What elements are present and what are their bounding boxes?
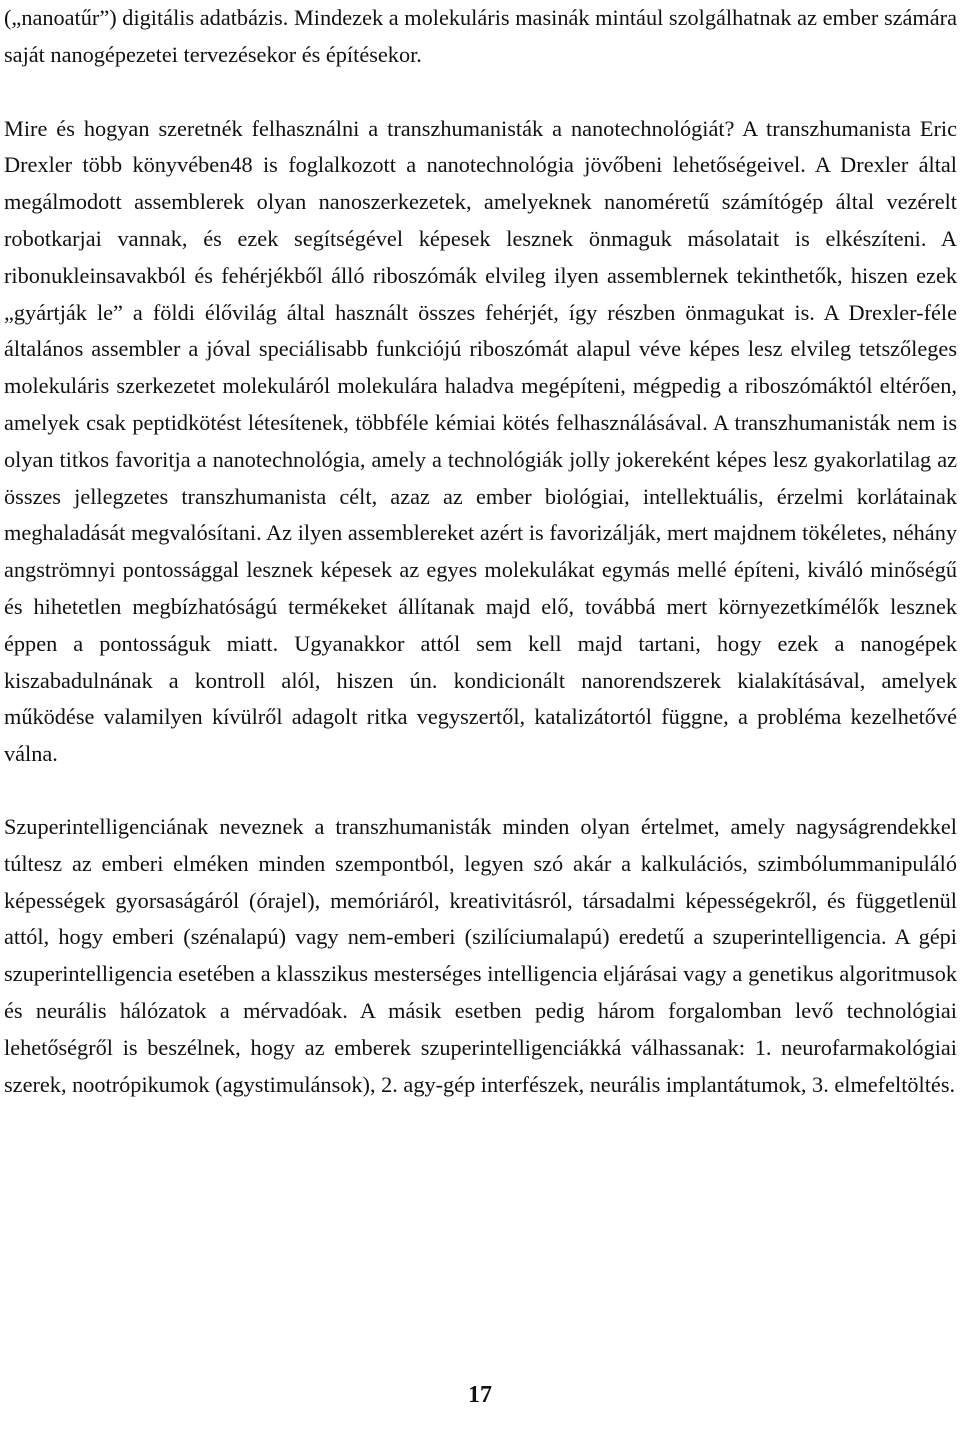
paragraph-nanomachines: („nanoatűr”) digitális adatbázis. Mindezek a molekuláris masinák mintául szolgálhatnak az ember számára saját nanogépezetei tervezésekor és építésekor. [4,5,957,67]
document-page [4,0,957,1103]
paragraph-assemblers: Mire és hogyan szeretnék felhasználni a transzhumanisták a nanotechnológiát? A transzhumanista Eric Drexler több könyvében48 is foglalkozott a nanotechnológia jövőbeni lehetőségeivel. A Drexler által megálmodott assemblerek olyan nanoszerkezetek, amelyeknek nanoméretű számítógép által vezérelt robotkarjai vannak, és ezek segítségével képesek lesznek önmaguk másolatait is elkészíteni. A ribonukleinsavakból és fehérjékből álló riboszómák elvileg ilyen assemblernek tekinthetők, hiszen ezek „gyártják le” a földi élővilág által használt összes fehérjét, így részben önmagukat is. A Drexler-féle általános assembler a jóval speciálisabb funkciójú riboszómát alapul véve képes lesz elvileg tetszőleges molekuláris szerkezetet molekuláról molekulára haladva megépíteni, mégpedig a riboszómáktól eltérően, amelyek csak peptidkötést létesítenek, többféle kémiai kötés felhasználásával. A transzhumanisták nem is olyan titkos favoritja a nanotechnológia, amely a technológiák jolly jokereként képes lesz gyakorlatilag az összes jellegzetes transzhumanista célt, azaz az ember biológiai, intellektuális, érzelmi korlátainak meghaladását megvalósítani. Az ilyen assemblereket azért is favorizálják, mert majdnem tökéletes, néhány angströmnyi pontossággal lesznek képesek az egyes molekulákat egymás mellé építeni, kiváló minőségű és hihetetlen megbízhatóságú termékeket állítanak majd elő, továbbá mert környezetkímélők lesznek éppen a pontosságuk miatt. Ugyanakkor attól sem kell majd tartani, hogy ezek a nanogépek kiszabadulnának a kontroll alól, hiszen ún. kondicionált nanorendszerek kialakításával, amelyek működése valamilyen kívülről adagolt ritka vegyszertől, katalizátortól függne, a probléma kezelhetővé válna. [4,115,957,767]
paragraph-superintelligence: Szuperintelligenciának neveznek a transzhumanisták minden olyan értelmet, amely nagyságrendekkel túltesz az emberi elméken minden szempontból, legyen szó akár a kalkulációs, szimbólummanipuláló képességek gyorsaságáról (órajel), memóriáról, kreativitásról, társadalmi képességekről, és függetlenül attól, hogy emberi (szénalapú) vagy nem-emberi (szilíciumalapú) eredetű a szuperintelligencia. A gépi szuperintelligencia esetében a klasszikus mesterséges intelligencia eljárásai vagy a genetikus algoritmusok és neurális hálózatok a mérvadóak. A másik esetben pedig három forgalomban levő technológiai lehetőségről is beszélnek, hogy az emberek szuperintelligenciákká válhassanak: 1. neurofarmakológiai szerek, nootrópikumok (agystimulánsok), 2. agy-gép interfészek, neurális implantátumok, 3. elmefeltöltés. [4,813,957,1097]
paragraph-gap [4,74,957,111]
paragraph-gap [4,773,957,809]
page-number: 17 [468,1382,492,1408]
